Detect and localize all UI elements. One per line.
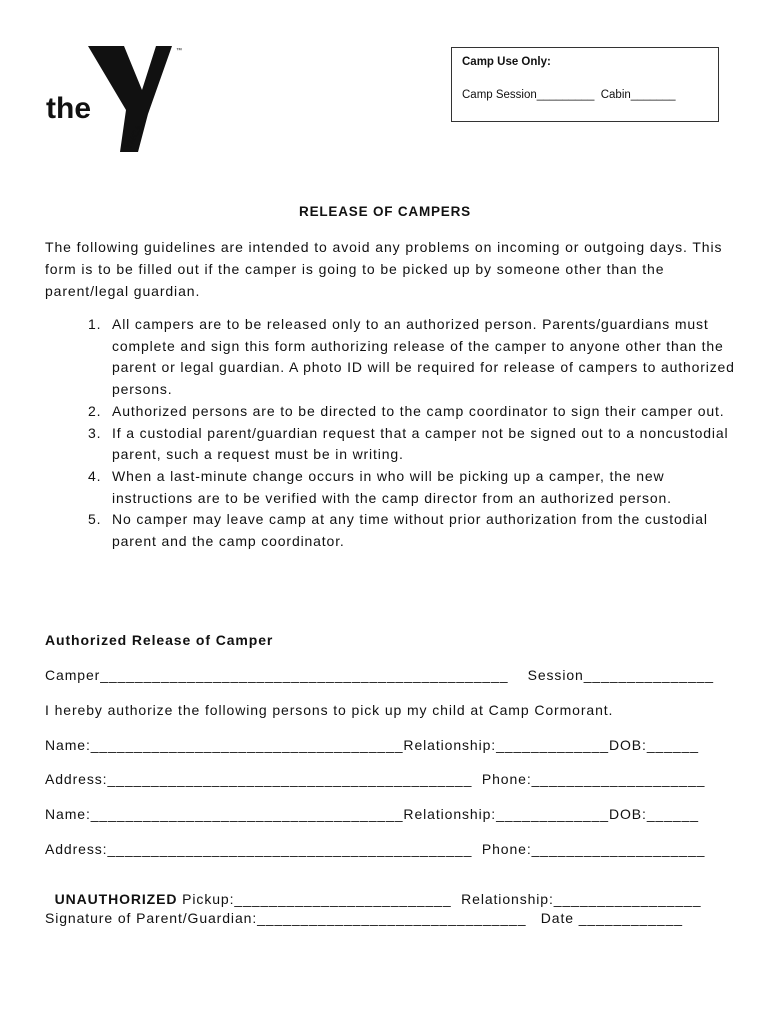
list-item — [88, 401, 737, 423]
list-item-number: 4. — [88, 467, 102, 484]
camper-session-field[interactable]: Camper_______________________________________________ Session_______________ — [45, 667, 714, 683]
authorized-person-1-address-field[interactable]: Address:__________________________________________ Phone:____________________ — [45, 771, 706, 787]
authorized-person-1-name-field[interactable]: Name:____________________________________Relationship:_____________DOB:______ — [45, 737, 699, 753]
list-item-number: 5. — [88, 511, 102, 528]
list-item-number: 2. — [88, 402, 102, 419]
logo-the-text: the — [46, 92, 91, 125]
unauthorized-label: UNAUTHORIZED — [54, 891, 178, 907]
section-title-authorized-release: Authorized Release of Camper — [45, 632, 274, 648]
ymca-logo — [44, 44, 194, 156]
page-title: RELEASE OF CAMPERS — [299, 204, 471, 219]
authorized-person-2-address-field[interactable]: Address:__________________________________________ Phone:____________________ — [45, 841, 706, 857]
signature-date-field[interactable]: Signature of Parent/Guardian:_______________________________ Date ____________ — [45, 910, 683, 926]
list-item-text: Authorized persons are to be directed to the camp coordinator to sign their camper out. — [112, 402, 725, 419]
list-item-text: All campers are to be released only to an authorized person. Parents/guardians must complete and sign this form authorizing release of the camper to anyone other than the parent or legal guardian. A photo ID will be required for release of campers to authorized persons. — [112, 316, 735, 398]
unauthorized-pickup-line[interactable]: Pickup:_________________________ Relationship:_________________ — [177, 891, 702, 907]
logo-ymca-text: YMCA — [122, 122, 145, 151]
list-item-number: 3. — [88, 424, 102, 441]
logo-tm: ™ — [176, 48, 182, 54]
list-item-text: If a custodial parent/guardian request that a camper not be signed out to a noncustodial parent, such a request must be in writing. — [112, 424, 729, 463]
intro-paragraph: The following guidelines are intended to avoid any problems on incoming or outgoing days. This form is to be filled out if the camper is going to be picked up by someone other than the parent/legal guardian. — [45, 239, 723, 299]
authorized-person-2-name-field[interactable]: Name:____________________________________Relationship:_____________DOB:______ — [45, 806, 699, 822]
camp-use-only-title: Camp Use Only: — [462, 56, 551, 68]
unauthorized-pickup-field[interactable] — [45, 875, 701, 907]
list-item — [88, 466, 737, 509]
list-item-text: No camper may leave camp at any time without prior authorization from the custodial parent and the camp coordinator. — [112, 511, 708, 550]
camp-use-only-box — [451, 47, 719, 122]
list-item — [88, 314, 737, 401]
list-item — [88, 423, 737, 466]
guidelines-list — [88, 314, 737, 553]
authorization-statement: I hereby authorize the following persons to pick up my child at Camp Cormorant. — [45, 702, 614, 718]
list-item — [88, 509, 737, 552]
camp-session-cabin-line: Camp Session_________ Cabin_______ — [462, 89, 676, 101]
list-item-text: When a last-minute change occurs in who will be picking up a camper, the new instructions are to be verified with the camp director from an authorized person. — [112, 467, 672, 506]
list-item-number: 1. — [88, 316, 102, 332]
